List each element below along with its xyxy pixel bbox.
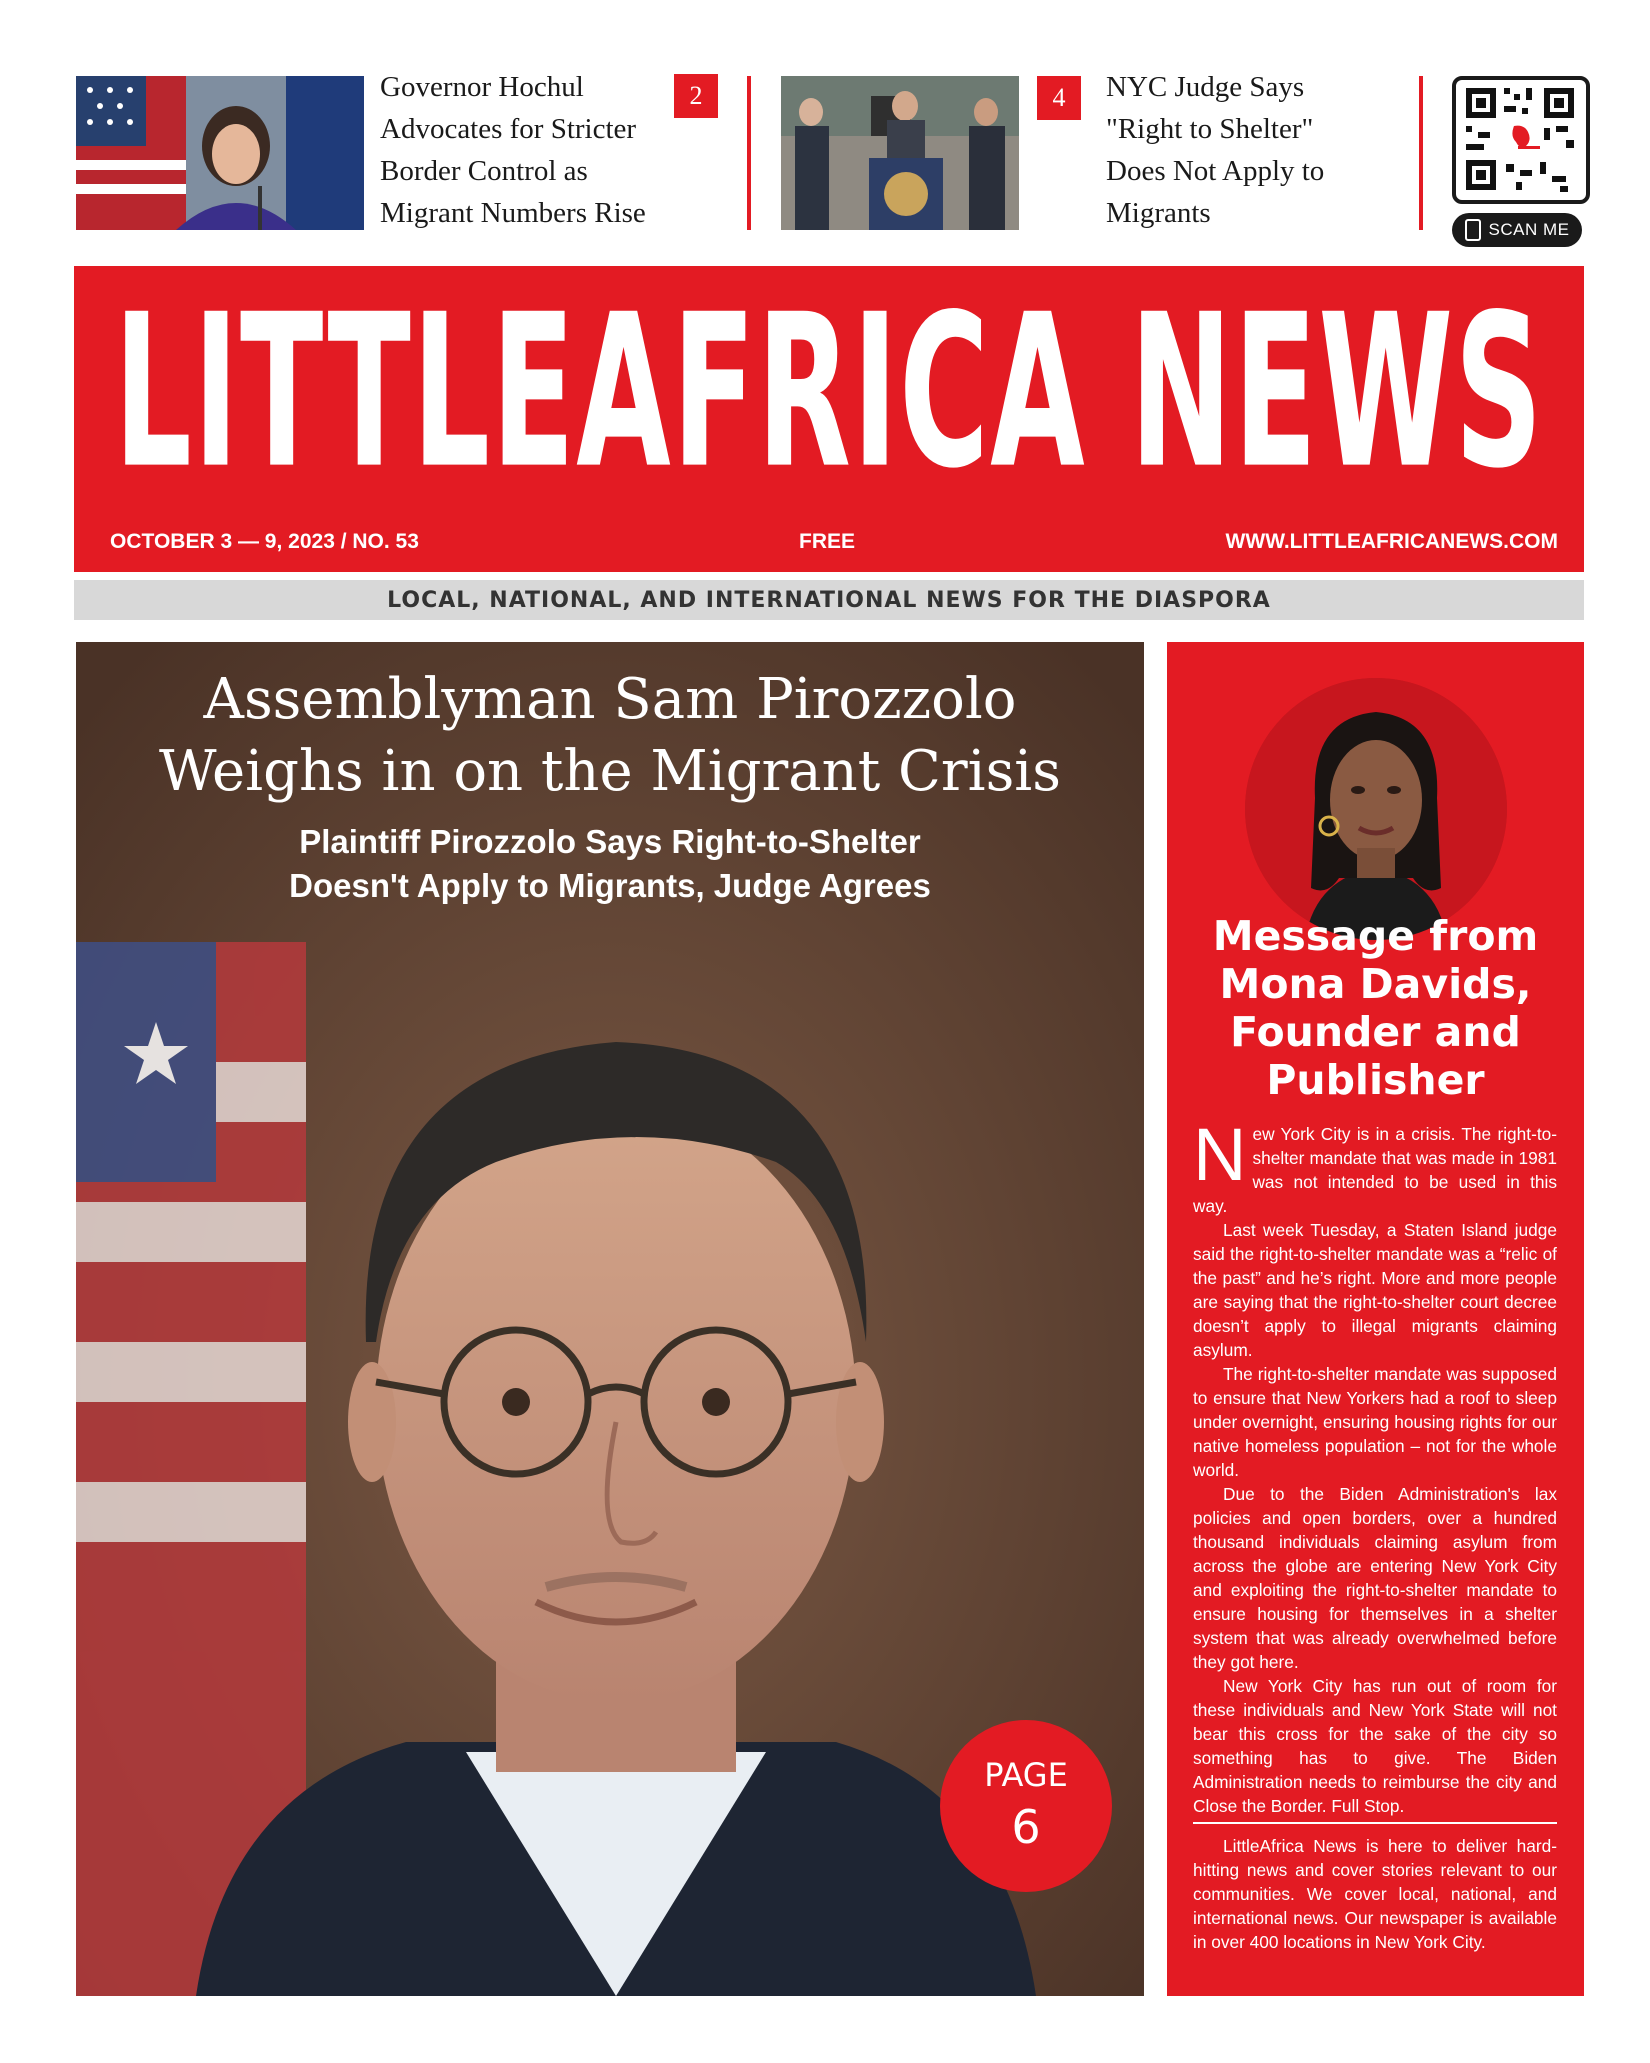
page-6-badge[interactable] (940, 1720, 1112, 1892)
governor-hochul-photo-icon (76, 76, 364, 230)
divider (747, 76, 751, 230)
teaser-1-line: Advocates for Stricter (380, 113, 637, 145)
scan-me-button[interactable] (1452, 213, 1582, 247)
price-label: FREE (799, 530, 856, 553)
about-paper (1193, 1834, 1557, 1954)
teaser-1-line: Border Control as (380, 155, 588, 187)
qr-code-icon (1456, 80, 1586, 200)
tagline-text: LOCAL, NATIONAL, AND INTERNATIONAL NEWS FOR THE DIASPORA (387, 587, 1271, 613)
teaser-2-line: "Right to Shelter" (1106, 113, 1314, 145)
mona-davids-avatar (1245, 678, 1507, 940)
about-paragraph: LittleAfrica News is here to deliver hard-hitting news and cover stories relevant to our communities. We cover local, national, and international news. Our newspaper is available in over 400 locations in New York City. (1193, 1836, 1557, 1952)
cover-headline-line: Assemblyman Sam Pirozzolo (203, 667, 1017, 732)
cover-headline[interactable] (76, 664, 1144, 808)
qr-code[interactable] (1452, 76, 1590, 204)
publisher-message-body (1193, 1113, 1557, 1818)
phone-icon (1465, 219, 1481, 241)
cover-subheadline-line: Plaintiff Pirozzolo Says Right-to-Shelter (299, 823, 921, 860)
teaser-2-headline[interactable] (1106, 66, 1406, 234)
teaser-2-photo[interactable] (781, 76, 1019, 230)
dropcap: N (1193, 1113, 1247, 1196)
teaser-2-line: Does Not Apply to (1106, 155, 1325, 187)
paragraph: The right-to-shelter mandate was supposed to ensure that New Yorkers had a roof to sleep under overnight, ensuring housing rights for our native homeless population – not for the whole world. (1193, 1364, 1557, 1480)
cover-subheadline-line: Doesn't Apply to Migrants, Judge Agrees (289, 867, 931, 904)
issue-date: OCTOBER 3 — 9, 2023 / NO. 53 (110, 530, 419, 553)
teaser-1-headline[interactable] (380, 66, 680, 234)
sidebar-title (1167, 912, 1584, 1104)
sidebar-title-line: Publisher (1266, 1056, 1485, 1104)
scan-me-label: SCAN ME (1488, 220, 1570, 239)
teaser-1-page-badge: 2 (674, 74, 718, 118)
publisher-message-sidebar (1167, 642, 1584, 1996)
teaser-2-line: NYC Judge Says (1106, 71, 1305, 103)
paragraph-text: ew York City is in a crisis. The right-to-shelter mandate that was made in 1981 was not intended to be used in this way. (1193, 1124, 1557, 1216)
teaser-1-line: Governor Hochul (380, 71, 584, 103)
sidebar-title-line: Message from (1212, 912, 1539, 960)
sidebar-title-line: Founder and (1230, 1008, 1521, 1056)
page-label: PAGE (984, 1756, 1068, 1794)
teaser-1-photo[interactable] (76, 76, 364, 230)
cover-subheadline (76, 820, 1144, 908)
teaser-2-line: Migrants (1106, 197, 1211, 229)
press-conference-photo-icon (781, 76, 1019, 230)
divider (1419, 76, 1423, 230)
masthead-title: LITTLEAFRICA NEWS (114, 268, 1544, 515)
paragraph: Last week Tuesday, a Staten Island judge said the right-to-shelter mandate was a “relic of the past” and he’s right. More and more people are saying that the right-to-shelter court decree doesn’t apply to illegal migrants claiming asylum. (1193, 1220, 1557, 1360)
cover-story[interactable] (76, 642, 1144, 1996)
teaser-2-page-badge: 4 (1037, 76, 1081, 120)
masthead (74, 266, 1584, 572)
publisher-photo (1245, 678, 1507, 940)
cover-headline-line: Weighs in on the Migrant Crisis (159, 739, 1061, 804)
teaser-1-line: Migrant Numbers Rise (380, 197, 646, 229)
paragraph: New York City has run out of room for these individuals and New York State will not bear this cross for the sake of the city so something has to give. The Biden Administration needs to reimburse the city and Close the Border. Full Stop. (1193, 1676, 1557, 1816)
website-link[interactable]: WWW.LITTLEAFRICANEWS.COM (1225, 530, 1558, 553)
paragraph: Due to the Biden Administration's lax policies and open borders, over a hundred thousand individuals claiming asylum from across the globe are entering New York City and exploiting the right-to-shelter mandate to ensure housing for themselves in a shelter system that was already overwhelmed before they got here. (1193, 1484, 1557, 1672)
tagline-bar (74, 580, 1584, 620)
sidebar-title-line: Mona Davids, (1219, 960, 1532, 1008)
paragraph (1193, 1113, 1557, 1218)
sidebar-divider (1193, 1822, 1557, 1824)
page-number: 6 (1011, 1800, 1041, 1854)
